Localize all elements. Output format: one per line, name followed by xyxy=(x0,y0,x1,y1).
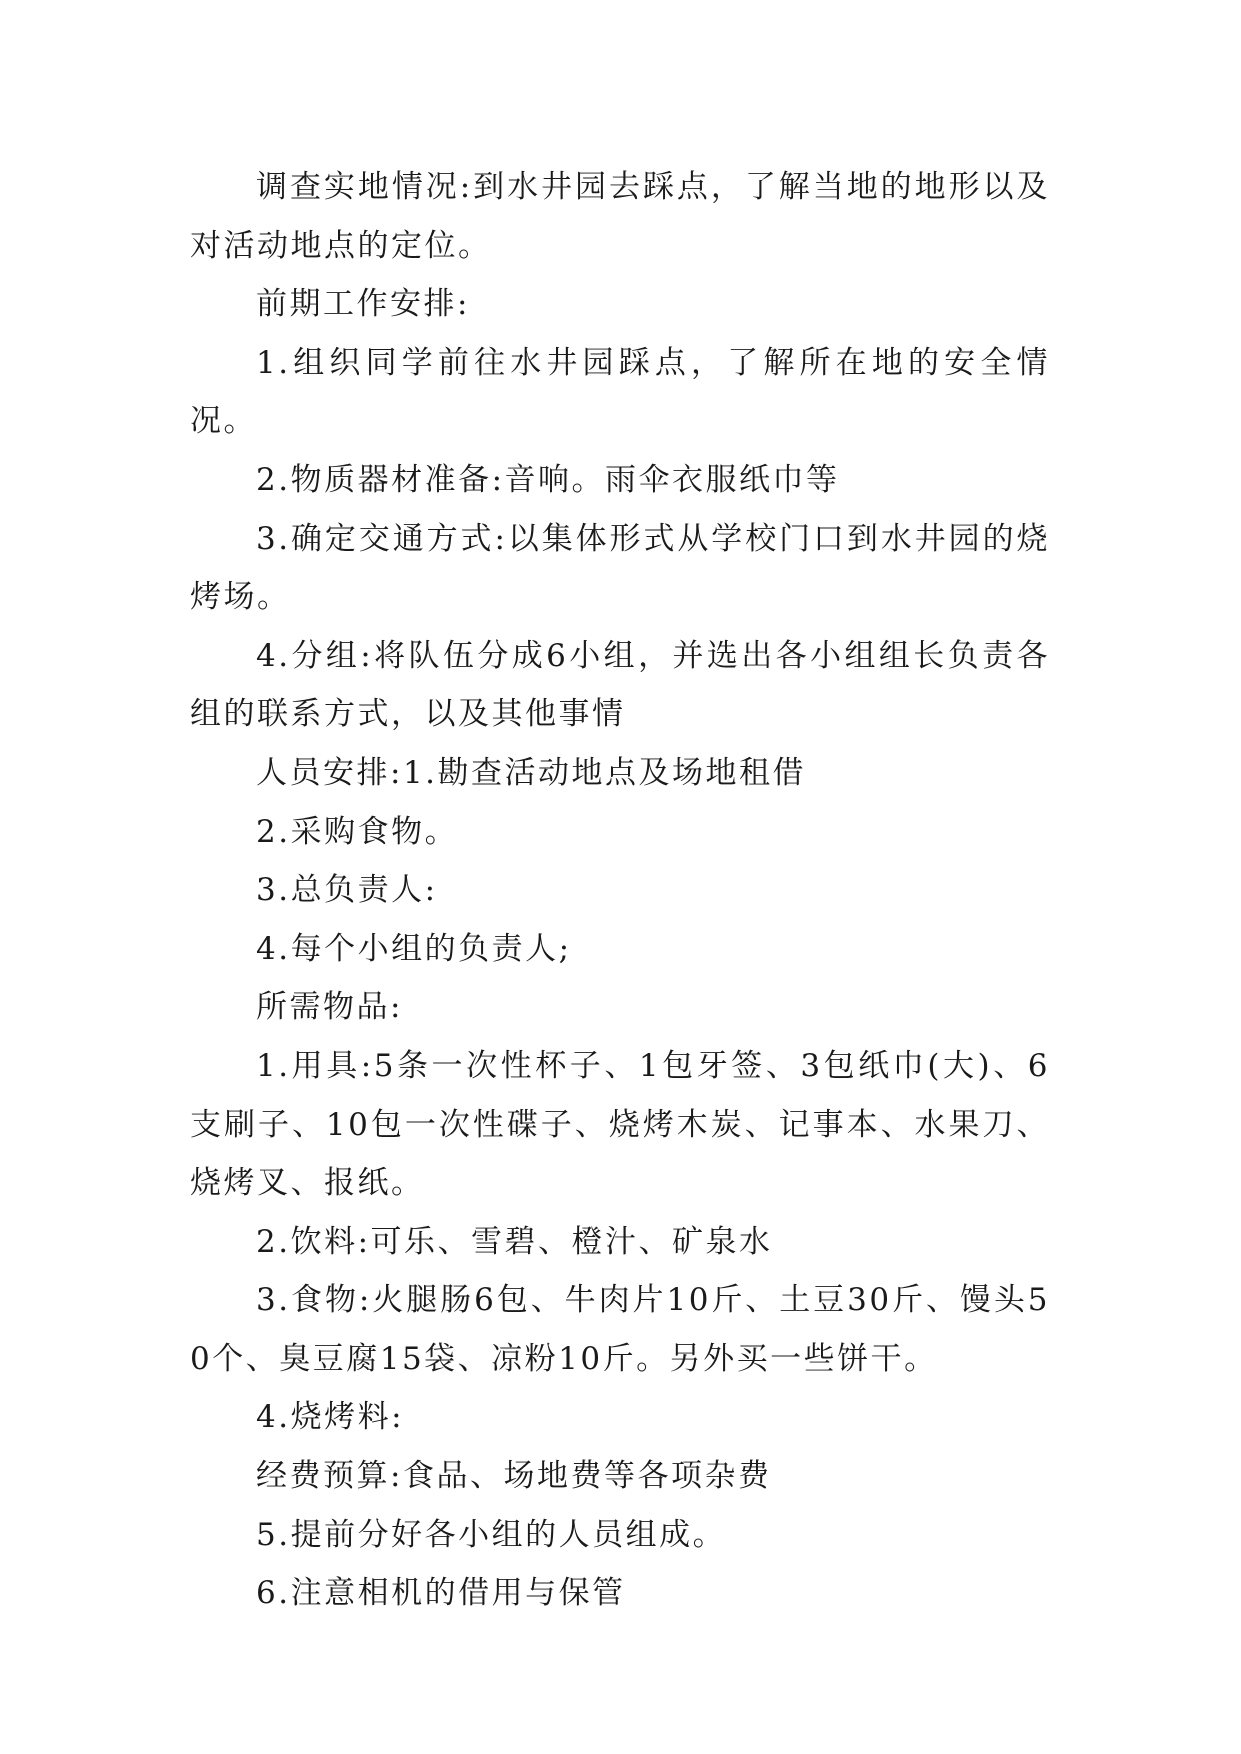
paragraph-staffing-item-3: 3.总负责人: xyxy=(256,872,438,909)
paragraph-prep-item-1: 1.组织同学前往水井园踩点，了解所在地的安全情况。 xyxy=(190,344,1050,440)
paragraph-supplies-utensils: 1.用具:5条一次性杯子、1包牙签、3包纸巾(大)、6支刷子、10包一次性碟子、烧烤木炭、记事本、水果刀、烧烤叉、报纸。 xyxy=(190,1047,1050,1202)
paragraph-supplies-heading: 所需物品: xyxy=(256,989,403,1026)
paragraph-site-survey: 调查实地情况:到水井园去踩点，了解当地的地形以及对活动地点的定位。 xyxy=(190,169,1050,264)
paragraph-camera-note: 6.注意相机的借用与保管 xyxy=(256,1575,626,1612)
paragraph-supplies-drinks: 2.饮料:可乐、雪碧、橙汁、矿泉水 xyxy=(256,1223,773,1260)
paragraph-supplies-seasoning: 4.烧烤料: xyxy=(256,1399,405,1436)
document-body xyxy=(190,158,1050,1623)
paragraph-group-members: 5.提前分好各小组的人员组成。 xyxy=(256,1516,727,1553)
paragraph-budget: 经费预算:食品、场地费等各项杂费 xyxy=(256,1458,772,1495)
paragraph-prep-item-3: 3.确定交通方式:以集体形式从学校门口到水井园的烧烤场。 xyxy=(190,520,1050,616)
paragraph-supplies-food: 3.食物:火腿肠6包、牛肉片10斤、土豆30斤、馒头50个、臭豆腐15袋、凉粉10斤。另外买一些饼干。 xyxy=(190,1282,1050,1377)
paragraph-prep-item-2: 2.物质器材准备:音响。雨伞衣服纸巾等 xyxy=(256,461,840,498)
paragraph-staffing-item-2: 2.采购食物。 xyxy=(256,813,459,850)
paragraph-preparation-heading: 前期工作安排: xyxy=(256,286,470,323)
paragraph-staffing-item-4: 4.每个小组的负责人; xyxy=(256,930,572,967)
paragraph-prep-item-4: 4.分组:将队伍分成6小组，并选出各小组组长负责各组的联系方式，以及其他事情 xyxy=(190,637,1050,733)
paragraph-staffing-heading: 人员安排:1.勘查活动地点及场地租借 xyxy=(256,754,807,791)
